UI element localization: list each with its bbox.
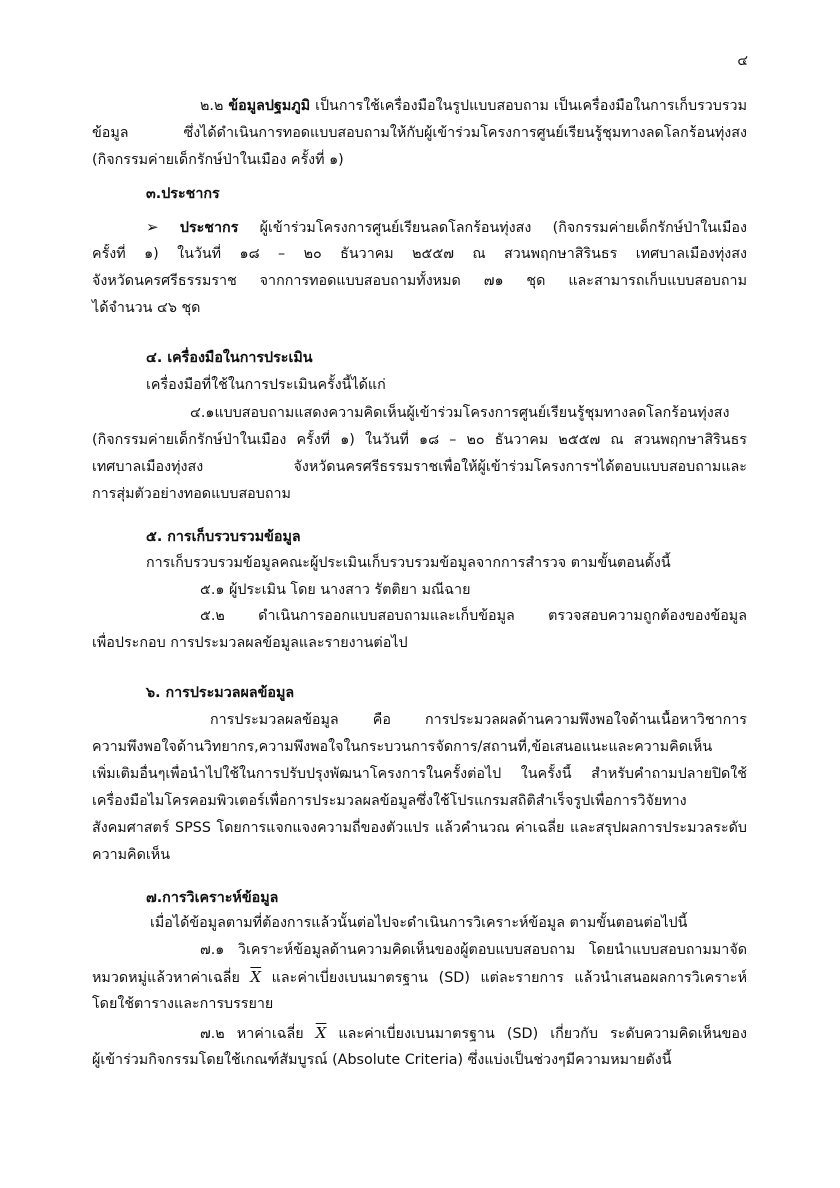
s7-item-1-line-3: โดยใช้ตารางและการบรรยาย: [92, 996, 274, 1012]
s6-line-5: สังคมศาสตร์ SPSS โดยการแจกแจงความถี่ของตัวแปร แล้วคำนวณ ค่าเฉลี่ย และสรุปผลการประมวลระดับ: [92, 820, 747, 836]
s4-line-4: การสุ่มตัวอย่างทอดแบบสอบถาม: [92, 486, 291, 502]
s22-term: ข้อมูลปฐมภูมิ: [228, 98, 311, 114]
s4-line-3: เทศบาลเมืองทุ่งสง จังหวัดนครศรีธรรมราชเพื่อให้ผู้เข้าร่วมโครงการฯได้ตอบแบบสอบถามและ: [92, 459, 747, 475]
s5-intro: การเก็บรวบรวมข้อมูลคณะผู้ประเมินเก็บรวบรวมข้อมูลจากการสำรวจ ตามขั้นตอนดั้งนี้: [146, 555, 671, 571]
s4-heading: ๔. เครื่องมือในการประเมิน: [146, 350, 313, 366]
mean-symbol: $\overline{X}$: [315, 1024, 327, 1042]
s7-item-1-line-1: ๗.๑ วิเคราะห์ข้อมูลด้านความคิดเห็นของผู้ตอบแบบสอบถาม โดยนำแบบสอบถามมาจัด: [200, 942, 747, 958]
s4-line-1: ๔.๑แบบสอบถามแสดงความคิดเห็นผู้เข้าร่วมโครงการศูนย์เรียนรู้ชุมทางลดโลกร้อนทุ่งสง: [190, 405, 730, 421]
s7-item-2-line-1: ๗.๒ หาค่าเฉลี่ย $\overline{X}$ และค่าเบี่ยงเบนมาตรฐาน (SD) เกี่ยวกับ ระดับความคิดเห็นของ: [200, 1024, 747, 1042]
s7-item-1-line-2: หมวดหมู่แล้วหาค่าเฉลี่ย $\overline{X}$ และค่าเบี่ยงเบนมาตรฐาน (SD) แต่ละรายการ แล้วนำเสนอผลการวิเคราะห์: [92, 968, 747, 986]
s4-line-2: (กิจกรรมค่ายเด็กรักษ์ป่าในเมือง ครั้งที่ ๑) ในวันที่ ๑๘ – ๒๐ ธันวาคม ๒๕๕๗ ณ สวนพฤกษาสิรินธร: [92, 432, 747, 448]
s3-line-2: ครั้งที่ ๑) ในวันที่ ๑๘ – ๒๐ ธันวาคม ๒๕๕๗ ณ สวนพฤกษาสิรินธร เทศบาลเมืองทุ่งสง: [92, 246, 747, 262]
s4-intro: เครื่องมือที่ใช้ในการประเมินครั้งนี้ได้แก่: [146, 377, 386, 393]
page-number: ๔: [737, 53, 748, 69]
s6-line-6: ความคิดเห็น: [92, 847, 170, 863]
s6-line-2: ความพึงพอใจด้านวิทยากร,ความพึงพอใจในกระบวนการจัดการ/สถานที่,ข้อเสนอแนะและความคิดเห็น: [92, 739, 713, 755]
s3-heading: ๓.ประชากร: [146, 186, 220, 202]
s6-line-1: การประมวลผลข้อมูล คือ การประมวลผลด้านความพึงพอใจด้านเนื้อหาวิชาการ: [210, 712, 747, 728]
s5-item-2: ๕.๒ ดำเนินการออกแบบสอบถามและเก็บข้อมูล ตรวจสอบความถูกต้องของข้อมูล: [200, 608, 747, 624]
s5-item-1: ๕.๑ ผู้ประเมิน โดย นางสาว รัตติยา มณีฉาย: [200, 582, 471, 598]
mean-symbol: $\overline{X}$: [250, 968, 262, 986]
s7-intro: เมื่อได้ข้อมูลตามที่ต้องการแล้วนั้นต่อไปจะดำเนินการวิเคราะห์ข้อมูล ตามขั้นตอนต่อไปนี้: [150, 915, 688, 931]
s3-line-1: ➢ ประชากร ผู้เข้าร่วมโครงการศูนย์เรียนลดโลกร้อนทุ่งสง (กิจกรรมค่ายเด็กรักษ์ป่าในเมือง: [146, 218, 747, 236]
s22-line-1: ๒.๒ ข้อมูลปฐมภูมิ เป็นการใช้เครื่องมือในรูปแบบสอบถาม เป็นเครื่องมือในการเก็บรวบรวม: [200, 98, 747, 114]
s6-heading: ๖. การประมวลผลข้อมูล: [146, 685, 295, 701]
s6-line-3: เพิ่มเติมอื่นๆเพื่อนำไปใช้ในการปรับปรุงพัฒนาโครงการในครั้งต่อไป ในครั้งนี้ สำหรับคำถามปลายปิดใช้: [92, 766, 747, 782]
s3-line-3: จังหวัดนครศรีธรรมราช จากการทอดแบบสอบถามทั้งหมด ๗๑ ชุด และสามารถเก็บแบบสอบถาม: [92, 273, 747, 289]
s7-heading: ๗.การวิเคราะห์ข้อมูล: [146, 890, 279, 906]
s5-item-2-cont: เพื่อประกอบ การประมวลผลข้อมูลและรายงานต่อไป: [92, 635, 408, 651]
s7-item-2-line-2: ผู้เข้าร่วมกิจกรรมโดยใช้เกณฑ์สัมบูรณ์ (Absolute Criteria) ซึ่งแบ่งเป็นช่วงๆมีความหมายดังนี้: [92, 1052, 672, 1068]
s5-heading: ๕. การเก็บรวบรวมข้อมูล: [146, 529, 301, 545]
arrow-bullet-icon: ➢: [146, 218, 159, 236]
s22-line-3: (กิจกรรมค่ายเด็กรักษ์ป่าในเมือง ครั้งที่ ๑): [92, 152, 344, 168]
s22-line-2: ข้อมูล ซึ่งได้ดำเนินการทอดแบบสอบถามให้กับผู้เข้าร่วมโครงการศูนย์เรียนรู้ชุมทางลดโลกร้อนทุ่งสง: [92, 125, 747, 141]
s6-line-4: เครื่องมือไมโครคอมพิวเตอร์เพื่อการประมวลผลข้อมูลซึ่งใช้โปรแกรมสถิติสำเร็จรูปเพื่อการวิจัยทาง: [92, 793, 687, 809]
s3-line-4: ได้จำนวน ๔๖ ชุด: [92, 300, 201, 316]
